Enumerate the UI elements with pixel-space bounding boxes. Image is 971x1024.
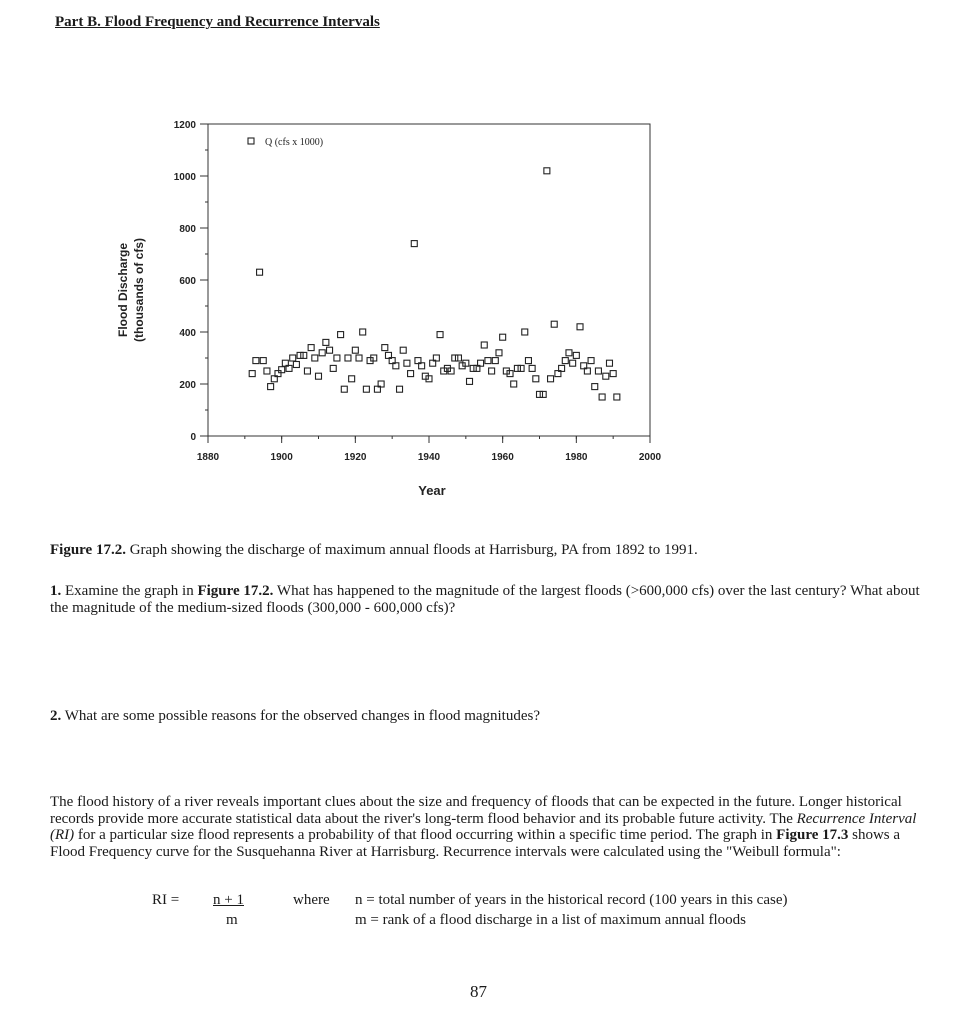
y-axis-title (116, 238, 146, 342)
data-point (455, 355, 461, 361)
data-point (518, 365, 524, 371)
data-point (404, 360, 410, 366)
data-point (319, 350, 325, 356)
data-point (360, 329, 366, 335)
data-point (345, 355, 351, 361)
x-tick-label: 1980 (565, 452, 588, 463)
data-point (301, 352, 307, 358)
y-axis-title-line1: Flood Discharge (116, 242, 130, 338)
data-point (511, 381, 517, 387)
data-point (544, 168, 550, 174)
question-1 (50, 583, 930, 617)
data-point (529, 365, 535, 371)
data-point (500, 334, 506, 340)
y-tick-label: 1000 (173, 172, 196, 183)
data-point (588, 358, 594, 364)
paragraph-term: Recurrence Interval (RI) (50, 810, 917, 843)
data-point (382, 345, 388, 351)
data-point (308, 345, 314, 351)
data-point (595, 368, 601, 374)
data-point (614, 394, 620, 400)
plot-border (208, 124, 650, 436)
data-point (573, 352, 579, 358)
section-heading: Part B. Flood Frequency and Recurrence Intervals (55, 14, 380, 30)
data-point (592, 384, 598, 390)
data-point (312, 355, 318, 361)
data-point (467, 378, 473, 384)
data-point (249, 371, 255, 377)
data-point (257, 269, 263, 275)
data-point (297, 352, 303, 358)
data-point (316, 373, 322, 379)
data-point (397, 386, 403, 392)
data-point (485, 358, 491, 364)
data-point (411, 241, 417, 247)
page-number: 87 (470, 982, 487, 1001)
data-point (323, 339, 329, 345)
data-point (496, 350, 502, 356)
data-point (363, 386, 369, 392)
data-point (562, 358, 568, 364)
data-point (349, 376, 355, 382)
data-point (290, 355, 296, 361)
data-point (566, 350, 572, 356)
data-point (408, 371, 414, 377)
data-point (603, 373, 609, 379)
y-tick-label: 0 (190, 432, 196, 443)
data-point (327, 347, 333, 353)
paragraph-text-c: shows a Flood Frequency curve for the Susquehanna River at Harrisburg. Recurrence intervals were calculated using the "Weibull formula": (50, 827, 901, 860)
x-axis (197, 436, 662, 463)
paragraph-text-a: The flood history of a river reveals important clues about the size and frequency of floods that can be expected in the future. Longer historical records provide more accurate statistical data about the river's long-term flood behavior and its probable future activity. The (50, 794, 902, 827)
caption-label: Figure 17.2. (50, 542, 126, 558)
data-point (481, 342, 487, 348)
weibull-formula (0, 892, 971, 942)
data-point (599, 394, 605, 400)
data-point (253, 358, 259, 364)
question-2-text: What are some possible reasons for the observed changes in flood magnitudes? (61, 708, 541, 724)
data-point (352, 347, 358, 353)
question-1-text-b: What has happened to the magnitude of the largest floods (>600,000 cfs) over the last century? What about the magnitude of the medium-sized floods (300,000 - 600,000 cfs)? (50, 583, 920, 616)
data-point (330, 365, 336, 371)
caption-text: Graph showing the discharge of maximum annual floods at Harrisburg, PA from 1892 to 1991. (125, 542, 698, 558)
data-points (249, 168, 620, 400)
recurrence-interval-paragraph (50, 794, 920, 860)
data-point (264, 368, 270, 374)
figure-caption (50, 542, 930, 559)
y-tick-label: 600 (179, 276, 196, 287)
question-1-number: 1. (50, 583, 62, 599)
data-point (525, 358, 531, 364)
formula-denominator: m (226, 912, 238, 928)
data-point (304, 368, 310, 374)
data-point (260, 358, 266, 364)
data-point (489, 368, 495, 374)
data-point (492, 358, 498, 364)
plot-frame (205, 124, 650, 439)
x-tick-label: 2000 (638, 452, 662, 463)
paragraph-text-b: for a particular size flood represents a probability of that flood occurring within a specific time period. The graph in (74, 827, 777, 843)
data-point (341, 386, 347, 392)
y-tick-label: 800 (179, 224, 196, 235)
formula-def-m: m = rank of a flood discharge in a list of maximum annual floods (355, 912, 747, 928)
paragraph-figure-ref: Figure 17.3 (776, 827, 849, 843)
data-point (522, 329, 528, 335)
y-tick-label: 200 (179, 380, 196, 391)
data-point (548, 376, 554, 382)
x-tick-label: 1960 (491, 452, 514, 463)
x-tick-label: 1900 (270, 452, 293, 463)
question-1-text-a: Examine the graph in (61, 583, 198, 599)
data-point (356, 355, 362, 361)
data-point (400, 347, 406, 353)
data-point (537, 391, 543, 397)
y-axis-title-line2: (thousands of cfs) (132, 238, 146, 342)
data-point (452, 355, 458, 361)
data-point (570, 360, 576, 366)
x-tick-label: 1940 (417, 452, 441, 463)
y-tick-label: 1200 (173, 120, 196, 131)
x-tick-label: 1920 (344, 452, 367, 463)
x-axis-title: Year (418, 483, 446, 498)
formula-numerator: n + 1 (213, 892, 244, 908)
formula-def-n: n = total number of years in the historical record (100 years in this case) (355, 892, 788, 908)
data-point (334, 355, 340, 361)
data-point (437, 332, 443, 338)
data-point (293, 362, 299, 368)
legend (248, 137, 323, 148)
data-point (610, 371, 616, 377)
data-point (540, 391, 546, 397)
legend-marker (248, 138, 254, 144)
legend-label: Q (cfs x 1000) (265, 137, 324, 148)
data-point (533, 376, 539, 382)
question-1-figure-ref: Figure 17.2. (197, 583, 274, 599)
data-point (279, 367, 285, 373)
data-point (338, 332, 344, 338)
question-2 (50, 708, 930, 725)
data-point (551, 321, 557, 327)
data-point (577, 324, 583, 330)
data-point (514, 365, 520, 371)
y-tick-label: 400 (179, 328, 196, 339)
formula-where: where (293, 892, 330, 908)
data-point (470, 365, 476, 371)
data-point (606, 360, 612, 366)
x-tick-label: 1880 (196, 452, 220, 463)
data-point (268, 384, 274, 390)
y-axis (174, 120, 208, 443)
question-2-number: 2. (50, 708, 62, 724)
formula-lhs: RI = (152, 892, 180, 908)
